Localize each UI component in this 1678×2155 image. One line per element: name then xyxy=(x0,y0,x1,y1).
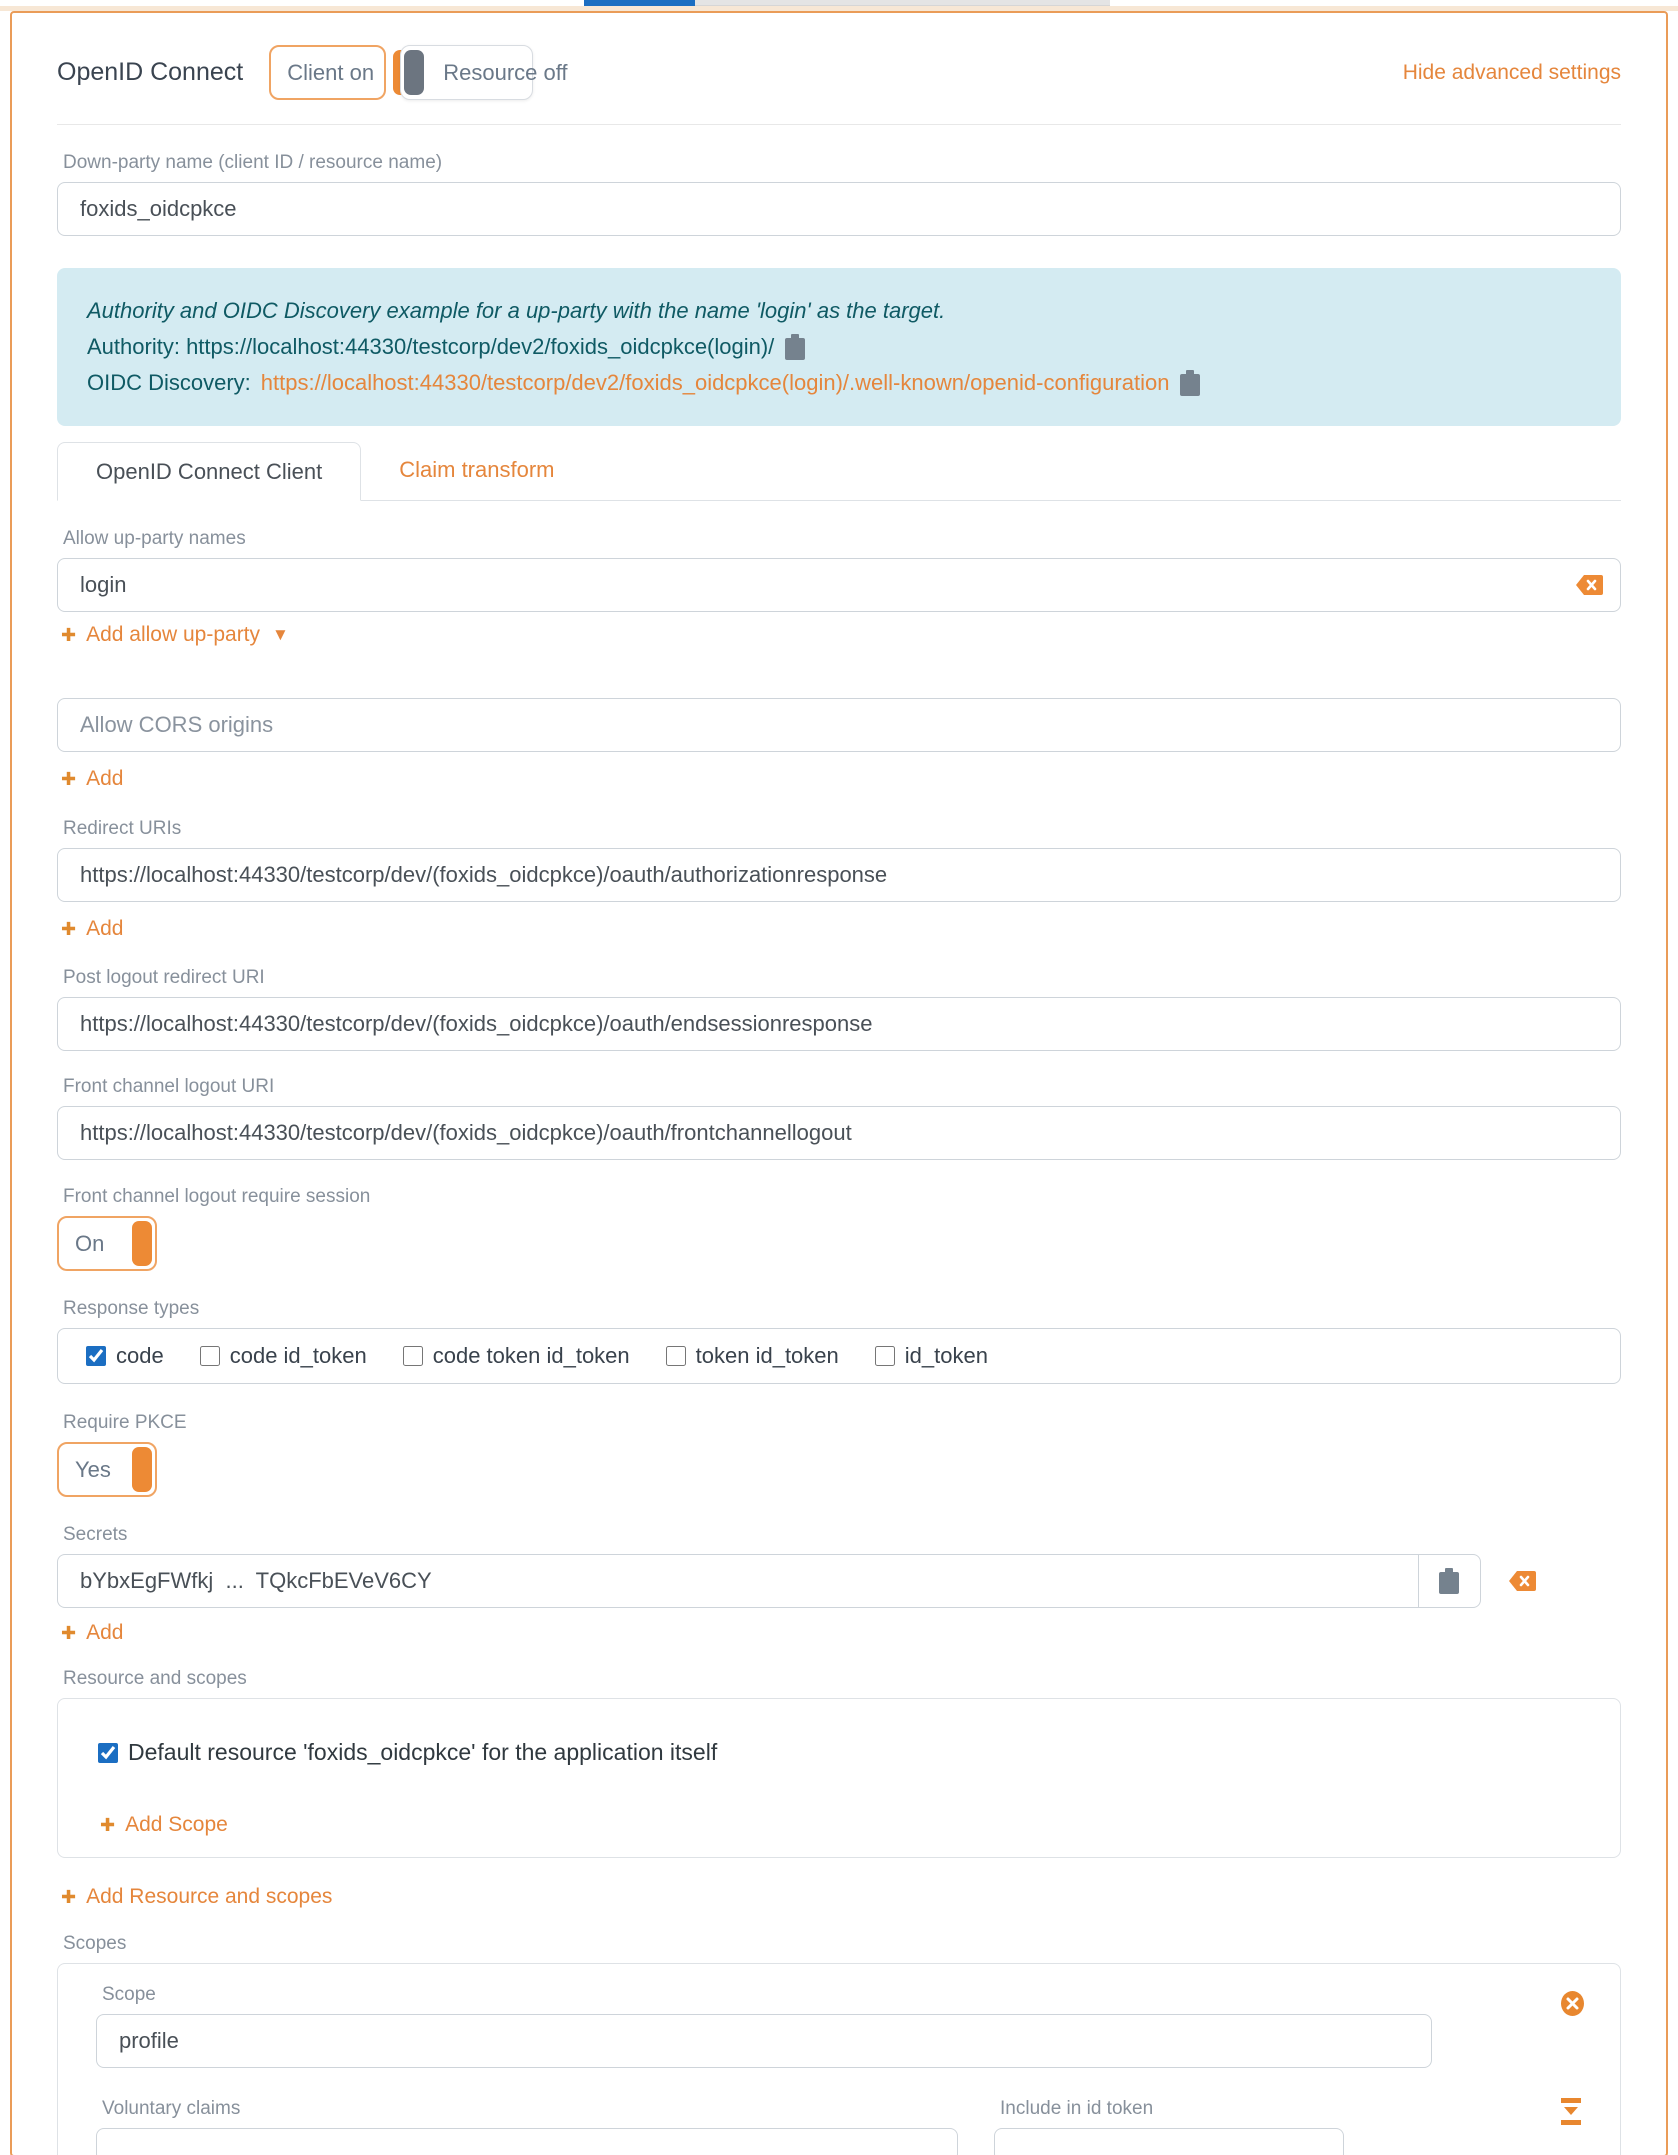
discovery-line xyxy=(87,365,1591,401)
front-channel-logout-input[interactable] xyxy=(57,1106,1621,1160)
response-type-checkbox[interactable] xyxy=(200,1346,220,1366)
resource-scopes-group xyxy=(57,1668,1621,1910)
scopes-group xyxy=(57,1933,1621,2155)
voluntary-claims-label: Voluntary claims xyxy=(102,2098,241,2119)
plus-icon: ✚ xyxy=(61,919,77,939)
response-type-option: token id_token xyxy=(666,1343,839,1369)
require-pkce-group xyxy=(57,1412,1621,1497)
clipboard-copy-icon[interactable] xyxy=(784,334,806,361)
openid-connect-down-party-panel xyxy=(10,11,1668,2155)
voluntary-claims-group xyxy=(96,2098,958,2155)
active-tab-indicator xyxy=(584,0,695,6)
front-channel-session-group xyxy=(57,1186,1621,1271)
client-tabbar xyxy=(57,442,1621,501)
hide-advanced-settings-link[interactable]: Hide advanced settings xyxy=(1402,60,1621,84)
toggle-state-label: On xyxy=(75,1230,105,1256)
response-type-checkbox[interactable] xyxy=(86,1346,106,1366)
response-types-box xyxy=(57,1328,1621,1384)
allow-cors-origins-input[interactable] xyxy=(57,698,1621,752)
copy-secret-button[interactable] xyxy=(1418,1554,1481,1608)
plus-icon: ✚ xyxy=(61,769,77,789)
front-channel-session-toggle[interactable] xyxy=(57,1216,157,1271)
toggle-handle-icon xyxy=(132,1221,152,1266)
scopes-label: Scopes xyxy=(63,1933,127,1954)
secrets-label: Secrets xyxy=(63,1524,128,1545)
down-party-name-label: Down-party name (client ID / resource name) xyxy=(63,152,443,173)
response-type-checkbox[interactable] xyxy=(666,1346,686,1366)
response-type-option: id_token xyxy=(875,1343,988,1369)
panel-header-left xyxy=(57,45,568,100)
include-id-token-input[interactable] xyxy=(994,2128,1344,2155)
default-resource-option: Default resource 'foxids_oidcpkce' for the application itself xyxy=(98,1739,1580,1766)
allow-up-party-input[interactable] xyxy=(57,558,1621,612)
resource-scopes-label: Resource and scopes xyxy=(63,1668,247,1689)
post-logout-redirect-label: Post logout redirect URI xyxy=(63,967,265,988)
add-cors-origin-link[interactable]: ✚ Add xyxy=(61,767,124,790)
front-channel-logout-label: Front channel logout URI xyxy=(63,1076,275,1097)
tab-claim-transform[interactable]: Claim transform xyxy=(399,457,555,482)
client-toggle-label: Client on xyxy=(287,59,375,85)
default-resource-checkbox[interactable] xyxy=(98,1743,118,1763)
top-tab-bar-remnant xyxy=(0,0,1678,6)
response-type-option: code xyxy=(86,1343,164,1369)
front-channel-logout-group xyxy=(57,1076,1621,1160)
down-party-name-group xyxy=(57,152,1621,236)
tab-openid-connect-client[interactable]: OpenID Connect Client xyxy=(57,442,361,501)
circle-x-delete-icon[interactable] xyxy=(1559,1990,1586,2017)
discovery-label: OIDC Discovery: xyxy=(87,370,251,395)
include-id-token-group xyxy=(994,2098,1344,2155)
client-enabled-toggle[interactable] xyxy=(269,45,386,100)
add-scope-link[interactable]: ✚ Add Scope xyxy=(100,1813,228,1836)
redirect-uris-group xyxy=(57,818,1621,942)
response-type-option: code token id_token xyxy=(403,1343,630,1369)
resource-scopes-box xyxy=(57,1698,1621,1858)
oidc-discovery-link[interactable]: https://localhost:44330/testcorp/dev2/foxids_oidcpkce(login)/.well-known/openid-configuration xyxy=(260,370,1170,395)
secret-input-group xyxy=(57,1554,1481,1608)
response-type-checkbox[interactable] xyxy=(403,1346,423,1366)
resource-enabled-toggle[interactable] xyxy=(400,45,568,100)
response-types-group xyxy=(57,1298,1621,1384)
down-party-name-input[interactable] xyxy=(57,182,1621,236)
plus-icon: ✚ xyxy=(61,625,77,645)
voluntary-claims-input[interactable] xyxy=(96,2128,958,2155)
redirect-uris-label: Redirect URIs xyxy=(63,818,182,839)
redirect-uri-input[interactable] xyxy=(57,848,1621,902)
require-pkce-label: Require PKCE xyxy=(63,1412,187,1433)
authority-info-box xyxy=(57,268,1621,426)
front-channel-session-label: Front channel logout require session xyxy=(63,1186,371,1207)
add-redirect-uri-link[interactable]: ✚ Add xyxy=(61,917,124,940)
cors-group xyxy=(57,698,1621,792)
plus-icon: ✚ xyxy=(100,1815,116,1835)
resource-toggle-label: Resource off xyxy=(443,59,568,85)
scope-label: Scope xyxy=(102,1984,156,2005)
toggle-handle-icon xyxy=(404,50,424,95)
toggle-handle-icon xyxy=(132,1447,152,1492)
authority-value: https://localhost:44330/testcorp/dev2/foxids_oidcpkce(login)/ xyxy=(186,334,775,359)
authority-label: Authority: https://localhost:44330/testcorp/dev2/foxids_oidcpkce(login)/ xyxy=(87,334,775,359)
include-id-token-label: Include in id token xyxy=(1000,2098,1154,2119)
post-logout-group xyxy=(57,967,1621,1051)
backspace-clear-icon[interactable] xyxy=(1576,575,1603,595)
header-divider xyxy=(57,124,1621,125)
secrets-group xyxy=(57,1524,1621,1646)
require-pkce-toggle[interactable] xyxy=(57,1442,157,1497)
toggle-state-label: Yes xyxy=(75,1456,111,1482)
scope-input[interactable] xyxy=(96,2014,1432,2068)
add-allow-up-party-link[interactable]: ✚ Add allow up-party ▼ xyxy=(61,623,289,646)
info-example-text: Authority and OIDC Discovery example for a up-party with the name 'login' as the target. xyxy=(87,298,946,323)
plus-icon: ✚ xyxy=(61,1887,77,1907)
backspace-clear-icon[interactable] xyxy=(1509,1571,1536,1591)
post-logout-redirect-input[interactable] xyxy=(57,997,1621,1051)
response-types-label: Response types xyxy=(63,1298,200,1319)
collapse-down-icon[interactable] xyxy=(1558,2096,1584,2127)
clipboard-copy-icon xyxy=(1438,1568,1460,1595)
clipboard-copy-icon[interactable] xyxy=(1179,370,1201,397)
response-type-option: code id_token xyxy=(200,1343,367,1369)
plus-icon: ✚ xyxy=(61,1623,77,1643)
panel-header xyxy=(57,45,1621,100)
authority-line xyxy=(87,329,1591,365)
caret-down-icon: ▼ xyxy=(272,625,289,644)
page-title: OpenID Connect xyxy=(57,58,244,86)
response-type-checkbox[interactable] xyxy=(875,1346,895,1366)
inactive-tab-remnant xyxy=(695,0,1110,6)
secret-input[interactable] xyxy=(57,1554,1418,1608)
add-resource-and-scopes-link[interactable]: ✚ Add Resource and scopes xyxy=(61,1885,333,1908)
add-secret-link[interactable]: ✚ Add xyxy=(61,1621,124,1644)
allow-up-party-label: Allow up-party names xyxy=(63,528,246,549)
allow-up-party-group xyxy=(57,528,1621,648)
scope-claims-row xyxy=(96,2098,1582,2155)
scopes-box xyxy=(57,1963,1621,2155)
